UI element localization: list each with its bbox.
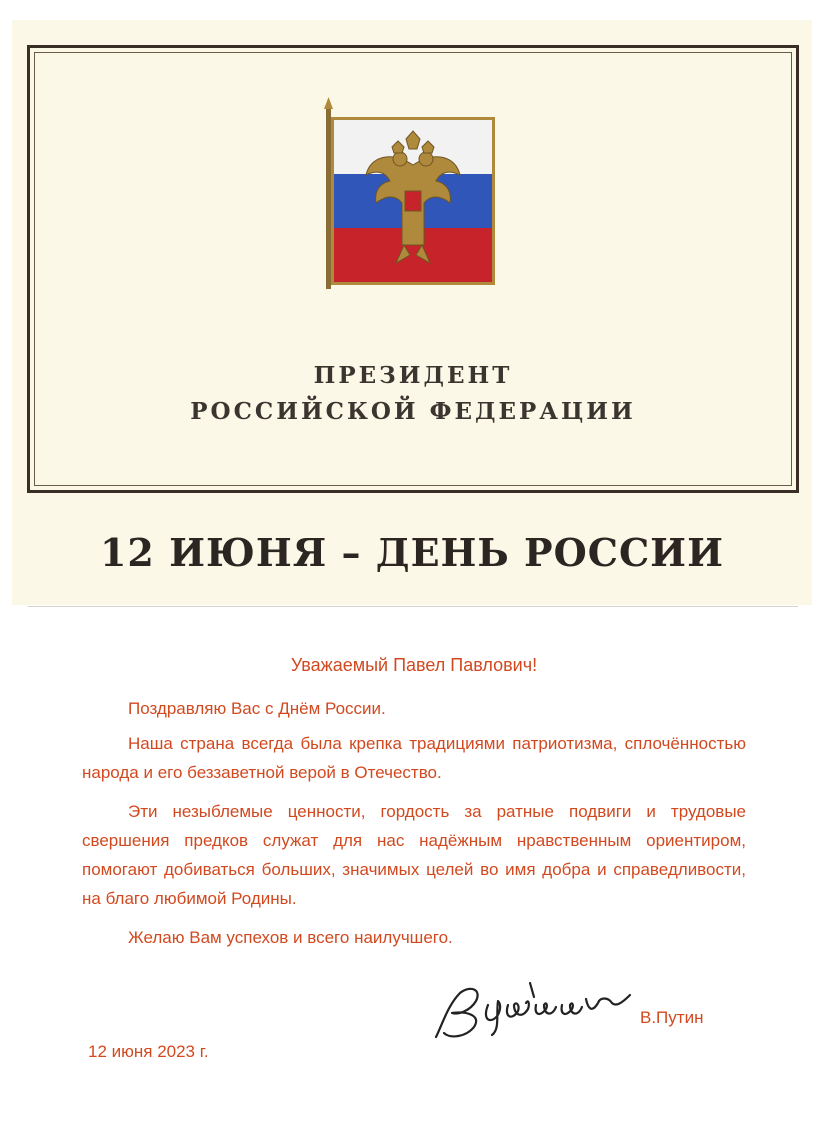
holiday-heading: 12 ИЮНЯ – ДЕНЬ РОССИИ: [99, 530, 724, 575]
letter-paragraph: Желаю Вам успехов и всего наилучшего.: [128, 928, 453, 947]
president-title-line2: РОССИЙСКОЙ ФЕДЕРАЦИИ: [190, 398, 636, 425]
president-title: [34, 358, 792, 430]
letter-signer: В.Путин: [640, 1008, 704, 1027]
letter-paragraph: Эти незыблемые ценности, гордость за ратные подвиги и трудовые свершения предков служат для нас надёжным нравственным ориентиром, помогают добиваться больших, значимых целей во имя добра и справедливости, на благо любимой Родины.: [82, 802, 746, 908]
presidential-standard-icon: [320, 95, 500, 295]
letter-paragraph: Поздравляю Вас с Днём России.: [128, 699, 386, 718]
president-title-line1: ПРЕЗИДЕНТ: [313, 362, 513, 389]
letter-body: [82, 655, 746, 962]
letter-date: 12 июня 2023 г.: [88, 1042, 209, 1061]
letter-salutation: Уважаемый Павел Павлович!: [290, 655, 538, 675]
letter-paragraph: Наша страна всегда была крепка традициями патриотизма, сплочённостью народа и его беззаветной верой в Отечество.: [82, 734, 746, 782]
handwritten-signature: [430, 975, 640, 1045]
section-divider: [28, 606, 798, 607]
